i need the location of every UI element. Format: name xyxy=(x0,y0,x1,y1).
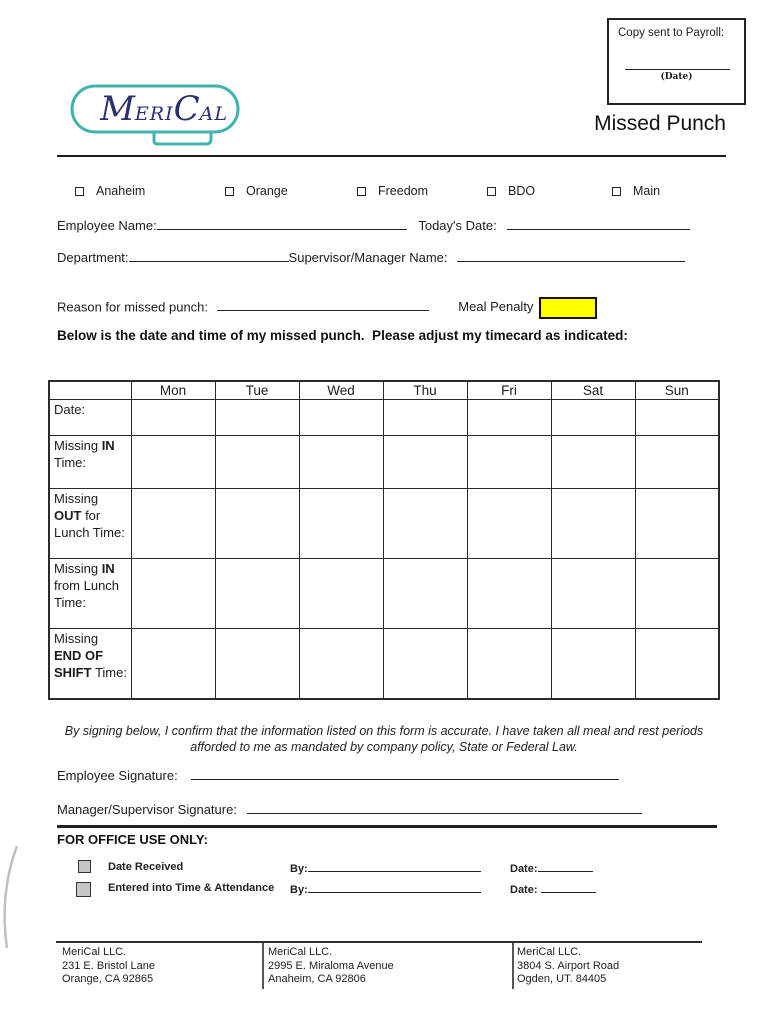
day-header: Thu xyxy=(383,381,467,400)
location-option-bdo[interactable] xyxy=(487,184,535,198)
row-label-bold: OUT xyxy=(54,508,82,523)
manager-signature-line[interactable] xyxy=(247,801,642,814)
date-label: Date: xyxy=(510,863,538,875)
payroll-copy-label: Copy sent to Payroll: xyxy=(618,27,725,39)
timecard-cell[interactable] xyxy=(551,400,635,436)
location-option-anaheim[interactable] xyxy=(75,184,145,198)
office-row-date-received xyxy=(57,860,717,880)
city: Orange, CA 92865 xyxy=(62,973,154,985)
manager-signature-label: Manager/Supervisor Signature: xyxy=(57,802,237,817)
row-label-bold: IN xyxy=(101,561,115,576)
timecard-cell[interactable] xyxy=(215,559,299,629)
merical-logo xyxy=(58,80,253,150)
city: Anaheim, CA 92806 xyxy=(268,973,366,985)
footer-separator xyxy=(262,943,264,989)
company-name: MeriCal LLC. xyxy=(268,946,333,958)
location-option-main[interactable] xyxy=(612,184,660,198)
timecard-cell[interactable] xyxy=(215,400,299,436)
footer-address-anaheim xyxy=(268,946,503,987)
location-label: BDO xyxy=(508,184,536,198)
checkbox-icon[interactable] xyxy=(612,187,621,196)
timecard-cell[interactable] xyxy=(383,629,467,699)
timecard-cell[interactable] xyxy=(467,489,551,559)
row-label-bold: END OF SHIFT xyxy=(54,648,104,680)
logo-wordmark xyxy=(84,89,244,129)
timecard-cell[interactable] xyxy=(131,489,215,559)
timecard-cell[interactable] xyxy=(551,489,635,559)
payroll-date-caption: (Date) xyxy=(660,72,693,82)
row-label-text: for Lunch Time: xyxy=(54,508,125,540)
scan-artifact xyxy=(0,843,24,951)
day-header: Wed xyxy=(299,381,383,400)
row-label-text: Missing xyxy=(54,438,102,453)
meal-penalty-highlight-box[interactable] xyxy=(539,297,597,319)
missing-end-shift-row xyxy=(49,629,719,699)
checkbox-icon[interactable] xyxy=(78,860,91,873)
date-label: Date: xyxy=(510,884,538,896)
row-label xyxy=(49,400,131,436)
day-header: Mon xyxy=(131,381,215,400)
row-label-text: from Lunch Time: xyxy=(54,578,120,610)
location-label: Freedom xyxy=(378,184,429,198)
row-label-text: Missing xyxy=(54,561,102,576)
company-name: MeriCal LLC. xyxy=(62,946,127,958)
timecard-cell[interactable] xyxy=(215,629,299,699)
employee-name-line[interactable] xyxy=(157,217,407,230)
footer-address-orange xyxy=(62,946,257,987)
employee-signature-line[interactable] xyxy=(191,767,619,780)
checkbox-icon[interactable] xyxy=(357,187,366,196)
meal-penalty-label: Meal Penalty xyxy=(458,299,534,315)
checkbox-icon[interactable] xyxy=(75,187,84,196)
timecard-cell[interactable] xyxy=(467,629,551,699)
timecard-cell[interactable] xyxy=(299,436,383,489)
timecard-cell[interactable] xyxy=(131,629,215,699)
footer-separator xyxy=(512,943,514,989)
todays-date-label: Today's Date: xyxy=(418,218,497,233)
timecard-cell[interactable] xyxy=(635,400,719,436)
street: 231 E. Bristol Lane xyxy=(62,959,155,972)
timecard-cell[interactable] xyxy=(383,436,467,489)
timecard-cell[interactable] xyxy=(299,489,383,559)
timecard-cell[interactable] xyxy=(635,436,719,489)
department-row xyxy=(57,249,727,265)
office-use-heading: FOR OFFICE USE ONLY: xyxy=(57,832,208,847)
timecard-cell[interactable] xyxy=(299,559,383,629)
by-label: By: xyxy=(290,863,308,875)
timecard-cell[interactable] xyxy=(299,629,383,699)
checkbox-icon[interactable] xyxy=(225,187,234,196)
timecard-instruction: Below is the date and time of my missed punch. Please adjust my timecard as indicated: xyxy=(57,328,628,343)
department-line[interactable] xyxy=(129,249,289,262)
checkbox-icon[interactable] xyxy=(76,882,91,897)
row-label-text: Date: xyxy=(54,402,86,417)
row-label xyxy=(49,629,131,699)
timecard-table xyxy=(48,380,720,700)
office-by-line[interactable] xyxy=(308,882,481,893)
employee-name-label: Employee Name: xyxy=(57,218,157,233)
missing-in-lunch-row xyxy=(49,559,719,629)
supervisor-label: Supervisor/Manager Name: xyxy=(288,250,448,265)
location-label: Orange xyxy=(246,184,288,198)
department-label: Department: xyxy=(57,250,129,265)
day-header: Sun xyxy=(635,381,719,400)
checkbox-icon[interactable] xyxy=(487,187,496,196)
timecard-cell[interactable] xyxy=(383,400,467,436)
date-row xyxy=(49,400,719,436)
row-label-bold: IN xyxy=(101,438,115,453)
office-by-line[interactable] xyxy=(308,861,481,872)
timecard-cell[interactable] xyxy=(299,400,383,436)
office-row-label: Entered into Time & Attendance xyxy=(108,882,275,894)
timecard-cell[interactable] xyxy=(215,436,299,489)
location-checkbox-row xyxy=(57,184,727,202)
city: Ogden, UT. 84405 xyxy=(517,973,607,985)
logo-seg: M xyxy=(100,89,135,129)
employee-signature-row xyxy=(57,767,727,783)
row-label xyxy=(49,489,131,559)
row-label xyxy=(49,559,131,629)
timecard-cell[interactable] xyxy=(383,489,467,559)
row-label-text: Time: xyxy=(54,455,87,470)
day-header-row xyxy=(49,381,719,400)
timecard-cell[interactable] xyxy=(215,489,299,559)
timecard-cell[interactable] xyxy=(635,559,719,629)
payroll-date-line[interactable] xyxy=(625,69,730,70)
location-option-freedom[interactable] xyxy=(357,184,428,198)
reason-row xyxy=(57,297,727,319)
row-label-text: Time: xyxy=(91,665,127,680)
missing-in-row xyxy=(49,436,719,489)
office-date-line[interactable] xyxy=(538,861,593,872)
row-label-text: Missing xyxy=(54,491,99,506)
reason-line[interactable] xyxy=(217,298,429,311)
row-label xyxy=(49,436,131,489)
corner-cell xyxy=(49,381,131,400)
logo-seg: C xyxy=(173,89,200,129)
employee-name-row xyxy=(57,217,727,233)
office-row-label: Date Received xyxy=(108,861,184,873)
timecard-cell[interactable] xyxy=(131,559,215,629)
timecard-cell[interactable] xyxy=(131,436,215,489)
timecard-cell[interactable] xyxy=(635,489,719,559)
timecard-cell[interactable] xyxy=(551,436,635,489)
timecard-cell[interactable] xyxy=(635,629,719,699)
street: 2995 E. Miraloma Avenue xyxy=(268,959,394,972)
day-header: Sat xyxy=(551,381,635,400)
header-divider xyxy=(57,155,726,157)
payroll-copy-box xyxy=(607,18,746,105)
timecard-cell[interactable] xyxy=(383,559,467,629)
timecard-cell[interactable] xyxy=(551,559,635,629)
timecard-cell[interactable] xyxy=(467,436,551,489)
timecard-cell[interactable] xyxy=(467,400,551,436)
street: 3804 S. Airport Road xyxy=(517,959,620,972)
day-header: Tue xyxy=(215,381,299,400)
form-title: Missed Punch xyxy=(594,112,726,135)
location-option-orange[interactable] xyxy=(225,184,288,198)
by-label: By: xyxy=(290,884,308,896)
day-header: Fri xyxy=(467,381,551,400)
office-row-entered-ta xyxy=(57,881,717,901)
location-label: Main xyxy=(633,184,661,198)
timecard-cell[interactable] xyxy=(551,629,635,699)
employee-signature-label: Employee Signature: xyxy=(57,768,178,783)
reason-label: Reason for missed punch: xyxy=(57,299,209,315)
confirmation-statement: By signing below, I confirm that the information listed on this form is accurate. I have taken all meal and rest periods afforded to me as mandated by company policy, State or Federal Law. xyxy=(64,724,704,754)
row-label-text: Missing xyxy=(54,631,99,646)
footer-divider xyxy=(56,941,702,943)
footer-address-ogden xyxy=(517,946,702,987)
timecard-cell[interactable] xyxy=(467,559,551,629)
timecard-cell[interactable] xyxy=(131,400,215,436)
manager-signature-row xyxy=(57,801,727,817)
missing-out-lunch-row xyxy=(49,489,719,559)
company-name: MeriCal LLC. xyxy=(517,946,582,958)
logo-seg: ERI xyxy=(134,103,174,125)
office-date-line[interactable] xyxy=(541,882,596,893)
location-label: Anaheim xyxy=(96,184,146,198)
supervisor-line[interactable] xyxy=(457,249,685,262)
todays-date-line[interactable] xyxy=(507,217,690,230)
logo-seg: AL xyxy=(199,103,228,125)
office-section-divider xyxy=(57,825,717,828)
